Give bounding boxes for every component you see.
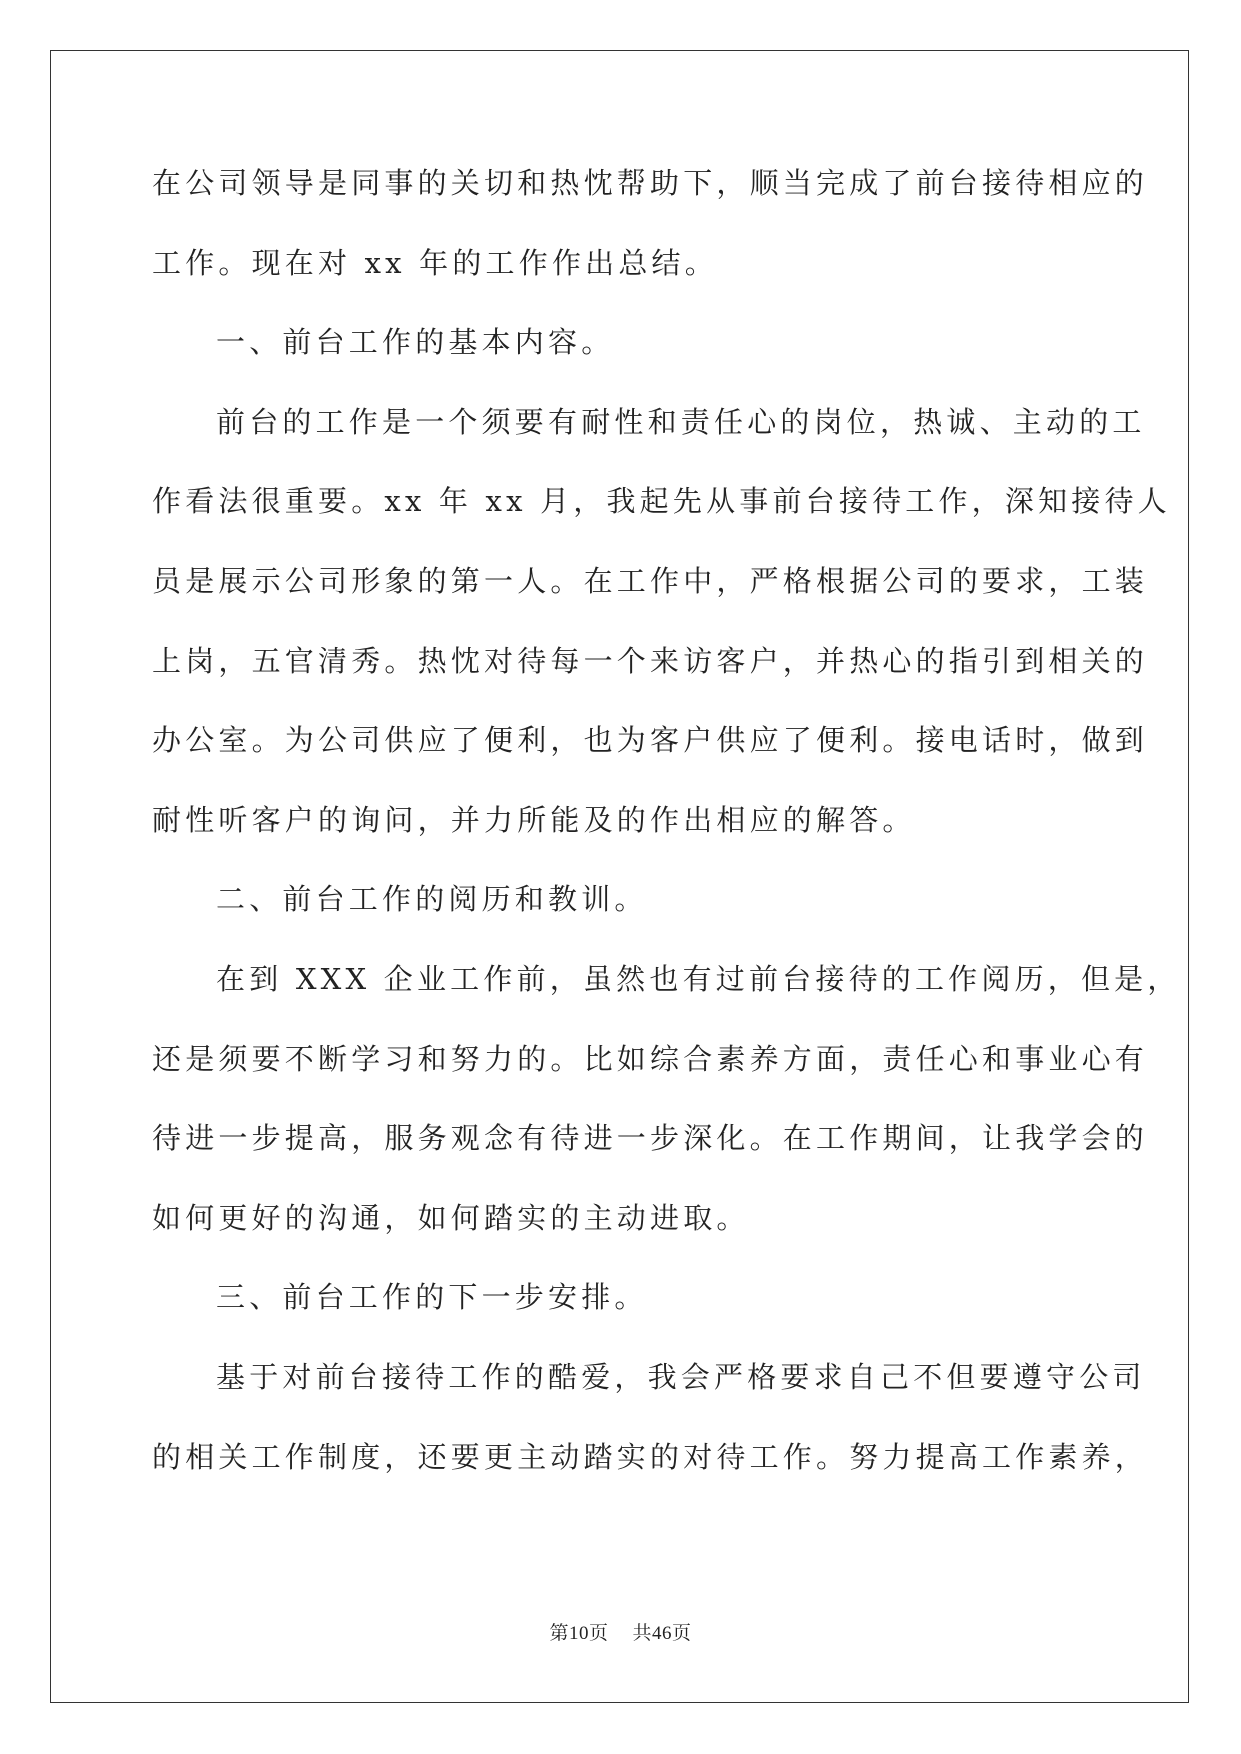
page-number-total: 共46页	[632, 1623, 692, 1644]
text-line: 还是须要不断学习和努力的。比如综合素养方面，责任心和事业心有	[152, 1041, 1149, 1076]
text-line: 在到 XXX 企业工作前，虽然也有过前台接待的工作阅历，但是，	[216, 961, 1181, 996]
section-heading: 二、前台工作的阅历和教训。	[216, 882, 648, 917]
page-footer	[0, 1618, 1241, 1645]
text-line: 办公室。为公司供应了便利，也为客户供应了便利。接电话时，做到	[152, 723, 1149, 758]
text-line: 在公司领导是同事的关切和热忱帮助下，顺当完成了前台接待相应的	[152, 166, 1149, 200]
text-line: 工作。现在对 xx 年的工作作出总结。	[152, 245, 718, 280]
text-line: 的相关工作制度，还要更主动踏实的对待工作。努力提高工作素养，	[152, 1439, 1149, 1474]
text-line: 上岗，五官清秀。热忱对待每一个来访客户，并热心的指引到相关的	[152, 643, 1149, 678]
text-line: 待进一步提高，服务观念有待进一步深化。在工作期间，让我学会的	[152, 1121, 1149, 1156]
text-line: 作看法很重要。xx 年 xx 月，我起先从事前台接待工作，深知接待人	[152, 484, 1171, 519]
document-body	[152, 163, 1181, 1516]
section-heading: 三、前台工作的下一步安排。	[216, 1280, 648, 1315]
page-number-current: 第10页	[549, 1623, 609, 1644]
text-line: 基于对前台接待工作的酷爱，我会严格要求自己不但要遵守公司	[216, 1359, 1146, 1394]
text-line: 员是展示公司形象的第一人。在工作中，严格根据公司的要求，工装	[152, 563, 1149, 598]
text-line: 耐性听客户的询问，并力所能及的作出相应的解答。	[152, 802, 916, 837]
text-line: 如何更好的沟通，如何踏实的主动进取。	[152, 1200, 750, 1235]
section-heading: 一、前台工作的基本内容。	[216, 325, 615, 360]
text-line: 前台的工作是一个须要有耐性和责任心的岗位，热诚、主动的工	[216, 404, 1146, 439]
